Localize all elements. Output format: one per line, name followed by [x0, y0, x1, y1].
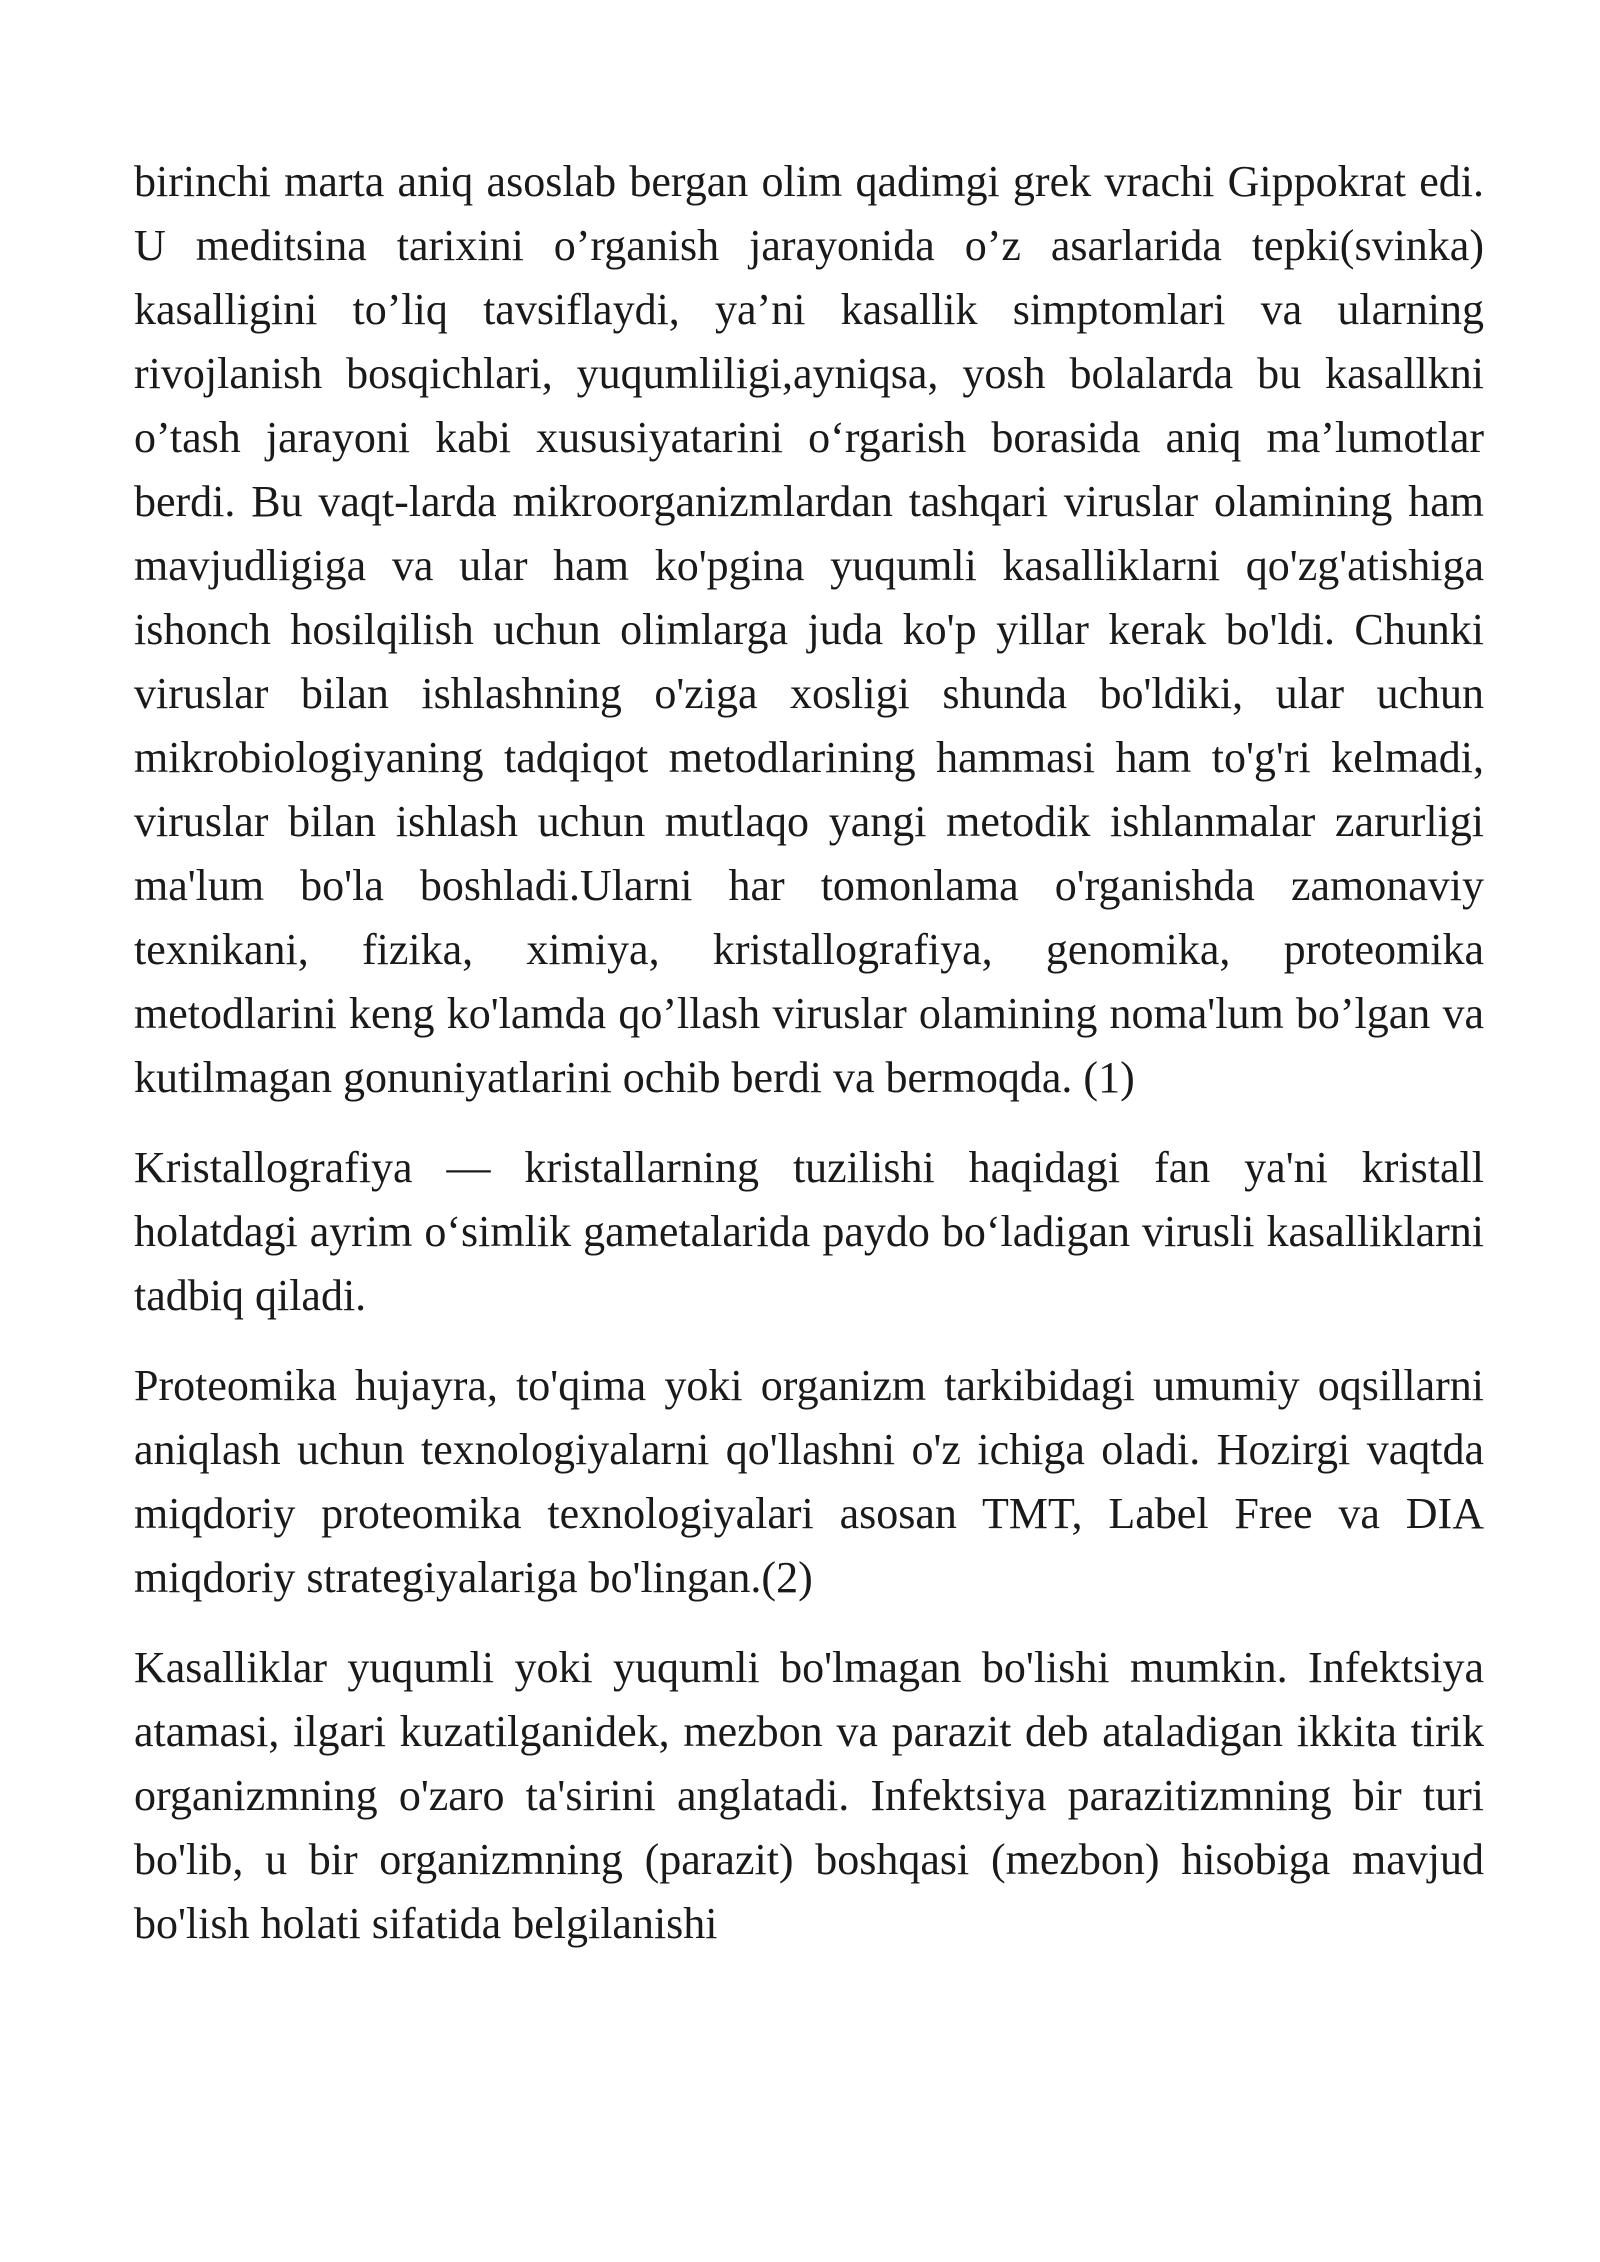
paragraph-gippokrat-viruses: birinchi marta aniq asoslab bergan olim qadimgi grek vrachi Gippokrat edi. U meditsina tarixini o’rganish jarayonida o’z asarlarida tepki(svinka) kasalligini to’liq tavsiflaydi, ya’ni kasallik simptomlari va ularning rivojlanish bosqichlari, yuqumliligi,ayniqsa, yosh bolalarda bu kasallkni o’tash jarayoni kabi xususiyatarini o‘rgarish borasida aniq ma’lumotlar berdi. Bu vaqt-larda mikroorganizmlardan tashqari viruslar olamining ham mavjudligiga va ular ham ko'pgina yuqumli kasalliklarni qo'zg'atishiga ishonch hosilqilish uchun olimlarga juda ko'p yillar kerak bo'ldi. Chunki viruslar bilan ishlashning o'ziga xosligi shunda bo'ldiki, ular uchun mikrobiologiyaning tadqiqot metodlarining hammasi ham to'g'ri kelmadi, viruslar bilan ishlash uchun mutlaqo yangi metodik ishlanmalar zarurligi ma'lum bo'la boshladi.Ularni har tomonlama o'rganishda zamonaviy texnikani, fizika, ximiya, kristallografiya, genomika, proteomika metodlarini keng ko'lamda qo’llash viruslar olamining noma'lum bo’lgan va kutilmagan gonuniyatlarini ochib berdi va bermoqda. (1)	[134, 157, 1484, 1102]
paragraph-proteomika: Proteomika hujayra, to'qima yoki organizm tarkibidagi umumiy oqsillarni aniqlash uchun texnologiyalarni qo'llashni o'z ichiga oladi. Hozirgi vaqtda miqdoriy proteomika texnologiyalari asosan TMT, Label Free va DIA miqdoriy strategiyalariga bo'lingan.(2)	[134, 1361, 1484, 1602]
document-body	[134, 150, 1484, 1982]
paragraph-kristallografiya: Kristallografiya — kristallarning tuzilishi haqidagi fan ya'ni kristall holatdagi ayrim o‘simlik gametalarida paydo bo‘ladigan virusli kasalliklarni tadbiq qiladi.	[134, 1143, 1484, 1320]
paragraph-kasalliklar: Kasalliklar yuqumli yoki yuqumli bo'lmagan bo'lishi mumkin. Infektsiya atamasi, ilgari kuzatilganidek, mezbon va parazit deb ataladigan ikkita tirik organizmning o'zaro ta'sirini anglatadi. Infektsiya parazitizmning bir turi bo'lib, u bir organizmning (parazit) boshqasi (mezbon) hisobiga mavjud bo'lish holati sifatida belgilanishi	[134, 1643, 1484, 1948]
